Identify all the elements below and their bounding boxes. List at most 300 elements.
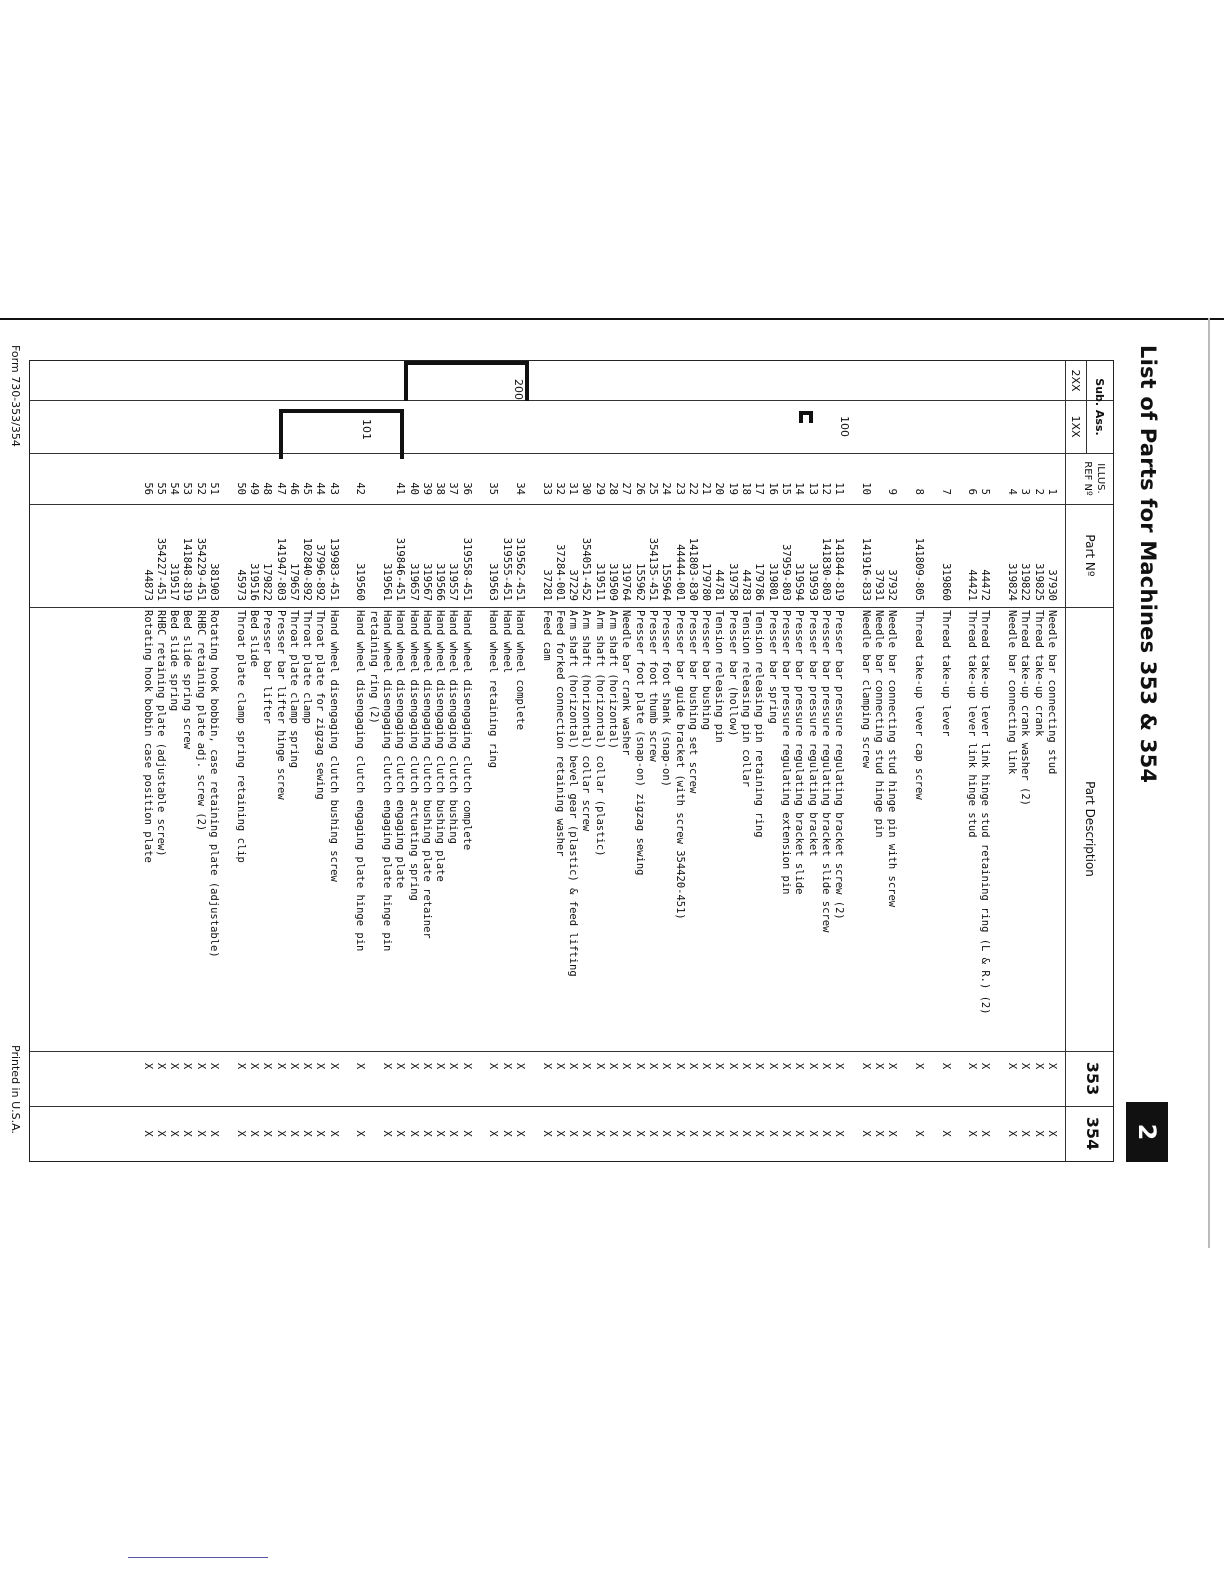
part-number-cell: 319860: [939, 563, 952, 601]
machine-353-mark: X: [1046, 1062, 1058, 1070]
illus-ref-cell: 32: [553, 482, 566, 495]
part-number-cell: 319825: [1032, 563, 1045, 601]
part-number-cell: 354229-451: [194, 537, 207, 601]
table-row: [473, 361, 486, 1161]
illus-ref-cell: 54: [168, 482, 181, 495]
machine-353-mark: X: [487, 1062, 500, 1070]
illus-ref-cell: 24: [660, 482, 673, 495]
machine-354-mark: X: [194, 1130, 207, 1137]
part-number-cell: 319594: [793, 563, 806, 601]
part-number-cell: 141848-819: [181, 537, 194, 601]
table-row: [181, 361, 194, 1161]
illus-ref-cell: 48: [261, 482, 274, 495]
table-row: [832, 361, 845, 1161]
machine-354-mark: X: [407, 1130, 420, 1137]
table-row: [859, 361, 872, 1161]
part-number-cell: 319593: [806, 563, 819, 601]
machine-354-mark: X: [873, 1130, 886, 1137]
part-number-cell: 141916-833: [859, 537, 872, 601]
header-353: 353: [1083, 1061, 1102, 1096]
machine-353-mark: X: [647, 1062, 659, 1070]
table-row: [806, 361, 819, 1161]
machine-354-mark: X: [806, 1130, 819, 1137]
description-cell: Bed slide: [248, 610, 260, 667]
sheet-number-badge: 2: [1126, 1102, 1168, 1162]
machine-354-mark: X: [168, 1130, 181, 1137]
header-1xx: 1XX: [1069, 415, 1082, 438]
part-number-cell: 179780: [700, 563, 713, 601]
description-cell: Throat plate for zigzag sewing: [314, 610, 327, 800]
machine-354-mark: X: [607, 1130, 620, 1137]
machine-353-mark: X: [660, 1062, 673, 1070]
illus-ref-cell: 40: [407, 482, 420, 495]
machine-353-mark: X: [859, 1062, 872, 1070]
description-cell: Arm shaft (horizontal) collar screw: [580, 610, 593, 832]
part-number-cell: 319555-451: [500, 537, 513, 601]
machine-353-mark: X: [593, 1062, 606, 1070]
machine-354-mark: X: [487, 1130, 500, 1137]
machine-354-mark: X: [1032, 1130, 1045, 1137]
machine-354-mark: X: [686, 1130, 699, 1137]
parts-table: [29, 360, 1114, 1162]
description-cell: Bed slide spring: [168, 610, 181, 712]
part-number-cell: 319566: [434, 563, 447, 601]
machine-354-mark: X: [886, 1130, 899, 1137]
description-cell: Presser bar pressure regulating bracket screw (2): [833, 610, 846, 920]
table-row: [220, 361, 233, 1161]
description-cell: Thread take-up crank: [1032, 610, 1045, 737]
machine-353-mark: X: [208, 1062, 221, 1070]
machine-353-mark: X: [673, 1062, 686, 1070]
description-cell: Rotating hook bobbin case position plate: [141, 610, 154, 863]
illus-ref-cell: 4: [1006, 488, 1019, 495]
subass-divider: [1086, 361, 1087, 453]
table-row: [939, 361, 952, 1161]
description-cell: Needle bar crank washer: [620, 610, 633, 756]
scan-top-rule: [0, 318, 1224, 320]
table-row: [885, 361, 898, 1161]
machine-353-mark: X: [248, 1062, 260, 1070]
part-number-cell: 155962: [633, 563, 646, 601]
machine-354-mark: X: [287, 1130, 300, 1137]
machine-353-mark: X: [354, 1062, 367, 1070]
description-cell: Presser bar spring: [766, 610, 779, 724]
machine-354-mark: X: [660, 1130, 673, 1137]
table-row: [260, 361, 273, 1161]
machine-354-mark: X: [327, 1130, 340, 1137]
illus-ref-cell: 16: [766, 482, 779, 495]
description-cell: Presser foot shank (snap-on): [660, 610, 673, 788]
machine-353-mark: X: [394, 1062, 407, 1070]
subass-label-100: 100: [838, 416, 851, 437]
part-number-cell: 319822: [1019, 563, 1032, 601]
illus-ref-cell: 44: [314, 482, 327, 495]
description-cell: Presser bar pressure regulating bracket: [806, 610, 819, 857]
table-row: [300, 361, 313, 1161]
machine-354-mark: X: [261, 1130, 274, 1137]
machine-353-mark: X: [540, 1062, 553, 1070]
footer-form-number: Form 730-353/354: [9, 345, 22, 447]
illus-ref-cell: 2: [1032, 488, 1045, 495]
illus-ref-cell: 47: [274, 482, 287, 495]
table-row: [779, 361, 792, 1161]
table-row: [566, 361, 579, 1161]
table-row: [340, 361, 353, 1161]
machine-354-mark: X: [500, 1130, 513, 1137]
illus-ref-cell: 9: [886, 488, 899, 495]
machine-354-mark: X: [673, 1130, 686, 1137]
machine-353-mark: X: [620, 1062, 633, 1070]
table-row: [420, 361, 433, 1161]
table-row: [979, 361, 992, 1161]
machine-354-mark: X: [354, 1130, 367, 1137]
table-row: [513, 361, 526, 1161]
machine-354-mark: X: [181, 1130, 194, 1137]
subass-label-200: 200: [512, 379, 525, 400]
table-row: [872, 361, 885, 1161]
machine-354-mark: X: [647, 1130, 659, 1137]
part-number-cell: 37229: [567, 569, 580, 601]
illus-ref-cell: 7: [939, 488, 952, 495]
machine-353-mark: X: [939, 1062, 952, 1070]
part-number-cell: 44421: [966, 569, 979, 601]
table-row: [154, 361, 167, 1161]
part-number-cell: 37996-892: [314, 544, 327, 601]
illus-ref-cell: 35: [487, 482, 500, 495]
machine-353-mark: X: [287, 1062, 300, 1070]
description-cell: Throat plate clamp spring: [287, 610, 300, 769]
part-number-cell: 102840-892: [301, 537, 314, 601]
machine-354-mark: X: [780, 1130, 792, 1137]
table-row: [234, 361, 247, 1161]
description-cell: Tension releasing pin retaining ring: [753, 610, 766, 838]
machine-353-mark: X: [447, 1062, 460, 1070]
machine-354-mark: X: [966, 1130, 979, 1137]
machine-354-mark: X: [381, 1130, 393, 1137]
illus-ref-cell: 21: [700, 482, 713, 495]
description-cell: retaining ring (2): [367, 610, 380, 724]
part-number-cell: 37931: [873, 569, 886, 601]
description-cell: Presser bar bushing set screw: [686, 610, 699, 794]
machine-353-mark: X: [141, 1062, 154, 1070]
machine-353-mark: X: [913, 1062, 925, 1070]
machine-354-mark: X: [740, 1130, 753, 1137]
description-cell: Presser bar lifter hinge screw: [274, 610, 287, 800]
description-cell: Tension releasing pin collar: [740, 610, 753, 788]
part-number-cell: 179657: [287, 563, 300, 601]
table-row: [367, 361, 380, 1161]
description-cell: Feed cam: [540, 610, 553, 661]
table-row: [846, 361, 859, 1161]
part-number-cell: 139983-451: [327, 537, 340, 601]
illus-ref-cell: 55: [154, 482, 167, 495]
table-row: [699, 361, 712, 1161]
machine-353-mark: X: [168, 1062, 181, 1070]
table-row: [752, 361, 765, 1161]
illus-ref-cell: 3: [1019, 488, 1032, 495]
table-row: [526, 361, 539, 1161]
machine-353-mark: X: [274, 1062, 287, 1070]
machine-354-mark: X: [154, 1130, 167, 1137]
machine-354-mark: X: [833, 1130, 846, 1137]
description-cell: Needle bar connecting stud: [1046, 610, 1058, 775]
machine-353-mark: X: [766, 1062, 779, 1070]
machine-353-mark: X: [780, 1062, 792, 1070]
description-cell: Hand wheel complete: [514, 610, 526, 731]
description-cell: Presser bar pressure regulating bracket slide screw: [819, 610, 832, 933]
machine-353-mark: X: [819, 1062, 832, 1070]
description-cell: RHBC retaining plate (adjustable screw): [154, 610, 167, 857]
machine-353-mark: X: [979, 1062, 992, 1070]
description-cell: Throat plate clamp spring retaining clip: [234, 610, 247, 863]
illus-ref-cell: 27: [620, 482, 633, 495]
part-number-cell: 319557: [447, 563, 460, 601]
description-cell: Needle bar connecting link: [1006, 610, 1019, 775]
machine-353-mark: X: [740, 1062, 753, 1070]
illus-ref-cell: 38: [434, 482, 447, 495]
description-cell: Hand wheel disengaging clutch engaging plate: [394, 610, 407, 889]
machine-353-mark: X: [460, 1062, 473, 1070]
illus-ref-cell: 18: [740, 482, 753, 495]
description-cell: Hand wheel disengaging clutch bushing plate: [434, 610, 447, 882]
table-row: [167, 361, 180, 1161]
table-row: [899, 361, 912, 1161]
description-cell: Needle bar connecting stud hinge pin with screw: [886, 610, 899, 908]
machine-353-mark: X: [234, 1062, 247, 1070]
machine-354-mark: X: [793, 1130, 806, 1137]
machine-353-mark: X: [806, 1062, 819, 1070]
machine-353-mark: X: [407, 1062, 420, 1070]
part-number-cell: 37930: [1046, 569, 1058, 601]
illus-ref-cell: 37: [447, 482, 460, 495]
header-illus-ref: ILLUS. REF Nº: [1082, 461, 1106, 496]
machine-354-mark: X: [939, 1130, 952, 1137]
machine-354-mark: X: [141, 1130, 154, 1137]
part-number-cell: 319801: [766, 563, 779, 601]
machine-354-mark: X: [420, 1130, 433, 1137]
machine-353-mark: X: [833, 1062, 846, 1070]
description-cell: Tension releasing pin: [713, 610, 726, 743]
part-number-cell: 37284-001: [553, 544, 566, 601]
table-row: [486, 361, 499, 1161]
machine-354-mark: X: [753, 1130, 766, 1137]
part-number-cell: 319567: [420, 563, 433, 601]
table-row: [314, 361, 327, 1161]
part-number-cell: 44472: [979, 569, 992, 601]
machine-354-mark: X: [979, 1130, 992, 1137]
table-row: [726, 361, 739, 1161]
part-number-cell: 44781: [713, 569, 726, 601]
table-row: [673, 361, 686, 1161]
description-cell: Hand wheel disengaging clutch engaging plate hinge pin: [381, 610, 393, 952]
table-row: [686, 361, 699, 1161]
machine-353-mark: X: [607, 1062, 620, 1070]
part-number-cell: 44873: [141, 569, 154, 601]
machine-354-mark: X: [1006, 1130, 1019, 1137]
machine-353-mark: X: [194, 1062, 207, 1070]
machine-353-mark: X: [301, 1062, 314, 1070]
table-row: [1018, 361, 1031, 1161]
machine-354-mark: X: [234, 1130, 247, 1137]
machine-353-mark: X: [793, 1062, 806, 1070]
illus-ref-cell: 42: [354, 482, 367, 495]
machine-354-mark: X: [620, 1130, 633, 1137]
description-cell: Hand wheel disengaging clutch bushing screw: [327, 610, 340, 882]
header-2xx: 2XX: [1069, 369, 1082, 392]
illus-ref-cell: 14: [793, 482, 806, 495]
description-cell: Throat plate clamp: [301, 610, 314, 724]
part-number-cell: 319517: [168, 563, 181, 601]
machine-353-mark: X: [514, 1062, 526, 1070]
description-cell: Needle bar clamping screw: [859, 610, 872, 769]
description-cell: RHBC retaining plate adj. screw (2): [194, 610, 207, 832]
table-row: [433, 361, 446, 1161]
table-row: [952, 361, 965, 1161]
part-number-cell: 319562-451: [514, 537, 526, 601]
part-number-cell: 354135-451: [647, 537, 659, 601]
machine-354-mark: X: [766, 1130, 779, 1137]
description-cell: Presser foot thumb screw: [647, 610, 659, 762]
part-number-cell: 319764: [620, 563, 633, 601]
table-row: [393, 361, 406, 1161]
machine-354-mark: X: [593, 1130, 606, 1137]
page-title: List of Parts for Machines 353 & 354: [1136, 345, 1160, 784]
description-cell: Thread take-up lever: [939, 610, 952, 737]
machine-354-mark: X: [700, 1130, 713, 1137]
machine-353-mark: X: [633, 1062, 646, 1070]
table-row: [553, 361, 566, 1161]
part-number-cell: 179786: [753, 563, 766, 601]
machine-353-mark: X: [686, 1062, 699, 1070]
description-cell: Hand wheel disengaging clutch actuating spring: [407, 610, 420, 901]
description-cell: Hand wheel: [500, 610, 513, 674]
illus-ref-cell: 23: [673, 482, 686, 495]
illus-ref-cell: 46: [287, 482, 300, 495]
illus-ref-cell: 45: [301, 482, 314, 495]
table-row: [141, 361, 154, 1161]
part-number-cell: 319561: [381, 563, 393, 601]
table-row: [633, 361, 646, 1161]
machine-354-mark: X: [248, 1130, 260, 1137]
description-cell: Arm shaft (horizontal) bevel gear (plastic) & feed lifting: [567, 610, 580, 977]
machine-353-mark: X: [753, 1062, 766, 1070]
table-row: [540, 361, 553, 1161]
machine-354-mark: X: [447, 1130, 460, 1137]
description-cell: Thread take-up lever cap screw: [913, 610, 925, 800]
part-number-cell: 319563: [487, 563, 500, 601]
table-row: [819, 361, 832, 1161]
machine-353-mark: X: [314, 1062, 327, 1070]
machine-353-mark: X: [500, 1062, 513, 1070]
table-row: [194, 361, 207, 1161]
description-cell: Arm shaft (horizontal): [607, 610, 620, 750]
description-cell: Hand wheel disengaging clutch bushing plate retainer: [420, 610, 433, 939]
rotated-parts-page: [9, 345, 1161, 1190]
illus-ref-cell: 49: [248, 482, 260, 495]
subass-label-101: 101: [360, 419, 373, 440]
part-number-cell: 319657: [407, 563, 420, 601]
machine-354-mark: X: [1019, 1130, 1032, 1137]
table-row: [646, 361, 659, 1161]
machine-354-mark: X: [726, 1130, 739, 1137]
scan-right-edge: [1208, 318, 1210, 1248]
part-number-cell: 179822: [261, 563, 274, 601]
description-cell: Rotating hook bobbin, case retaining plate (adjustable): [208, 610, 221, 958]
part-number-cell: 319560: [354, 563, 367, 601]
illus-ref-cell: 51: [208, 482, 221, 495]
machine-354-mark: X: [580, 1130, 593, 1137]
illus-ref-cell: 17: [753, 482, 766, 495]
machine-354-mark: X: [913, 1130, 925, 1137]
machine-354-mark: X: [301, 1130, 314, 1137]
machine-354-mark: X: [567, 1130, 580, 1137]
machine-354-mark: X: [540, 1130, 553, 1137]
machine-354-mark: X: [394, 1130, 407, 1137]
part-number-cell: 141844-819: [833, 537, 846, 601]
table-row: [1032, 361, 1045, 1161]
part-number-cell: 44444-001: [673, 544, 686, 601]
illus-ref-cell: 26: [633, 482, 646, 495]
description-cell: Thread take-up crank washer (2): [1019, 610, 1032, 806]
part-number-cell: 319511: [593, 563, 606, 601]
illus-ref-cell: 56: [141, 482, 154, 495]
illus-ref-cell: 22: [686, 482, 699, 495]
description-cell: Presser bar guide bracket (with screw 354420-451): [673, 610, 686, 920]
description-cell: Hand wheel disengaging clutch complete: [460, 610, 473, 851]
machine-353-mark: X: [873, 1062, 886, 1070]
table-row: [353, 361, 366, 1161]
description-cell: Presser bar bushing: [700, 610, 713, 731]
part-number-cell: 354051-452: [580, 537, 593, 601]
table-row: [606, 361, 619, 1161]
machine-354-mark: X: [633, 1130, 646, 1137]
part-number-cell: 141809-805: [913, 537, 925, 601]
machine-354-mark: X: [208, 1130, 221, 1137]
table-row: [619, 361, 632, 1161]
part-number-cell: 319558-451: [460, 537, 473, 601]
illus-ref-cell: 50: [234, 482, 247, 495]
description-cell: Hand wheel retaining ring: [487, 610, 500, 769]
table-row: [925, 361, 938, 1161]
description-cell: Presser bar lifter: [261, 610, 274, 724]
part-number-cell: 44783: [740, 569, 753, 601]
table-row: [247, 361, 260, 1161]
part-number-cell: 37959-803: [780, 544, 792, 601]
description-cell: Bed slide spring screw: [181, 610, 194, 750]
illus-ref-cell: 28: [607, 482, 620, 495]
table-row: [460, 361, 473, 1161]
illus-ref-cell: 30: [580, 482, 593, 495]
description-cell: Thread take-up lever link hinge stud: [966, 610, 979, 838]
table-row: [327, 361, 340, 1161]
illus-ref-cell: 11: [833, 482, 846, 495]
description-cell: Presser foot plate (snap-on) zigzag sewing: [633, 610, 646, 876]
machine-353-mark: X: [434, 1062, 447, 1070]
machine-354-mark: X: [553, 1130, 566, 1137]
machine-354-mark: X: [514, 1130, 526, 1137]
part-number-cell: 141830-803: [819, 537, 832, 601]
table-row: [593, 361, 606, 1161]
machine-354-mark: X: [274, 1130, 287, 1137]
description-cell: Presser bar pressure regulating extension pin: [780, 610, 792, 895]
machine-353-mark: X: [567, 1062, 580, 1070]
illus-ref-cell: 29: [593, 482, 606, 495]
table-row: [1005, 361, 1018, 1161]
machine-353-mark: X: [713, 1062, 726, 1070]
part-number-cell: 141947-803: [274, 537, 287, 601]
description-cell: Hand wheel disengaging clutch bushing: [447, 610, 460, 844]
header-part-no: Part Nº: [1083, 534, 1097, 577]
